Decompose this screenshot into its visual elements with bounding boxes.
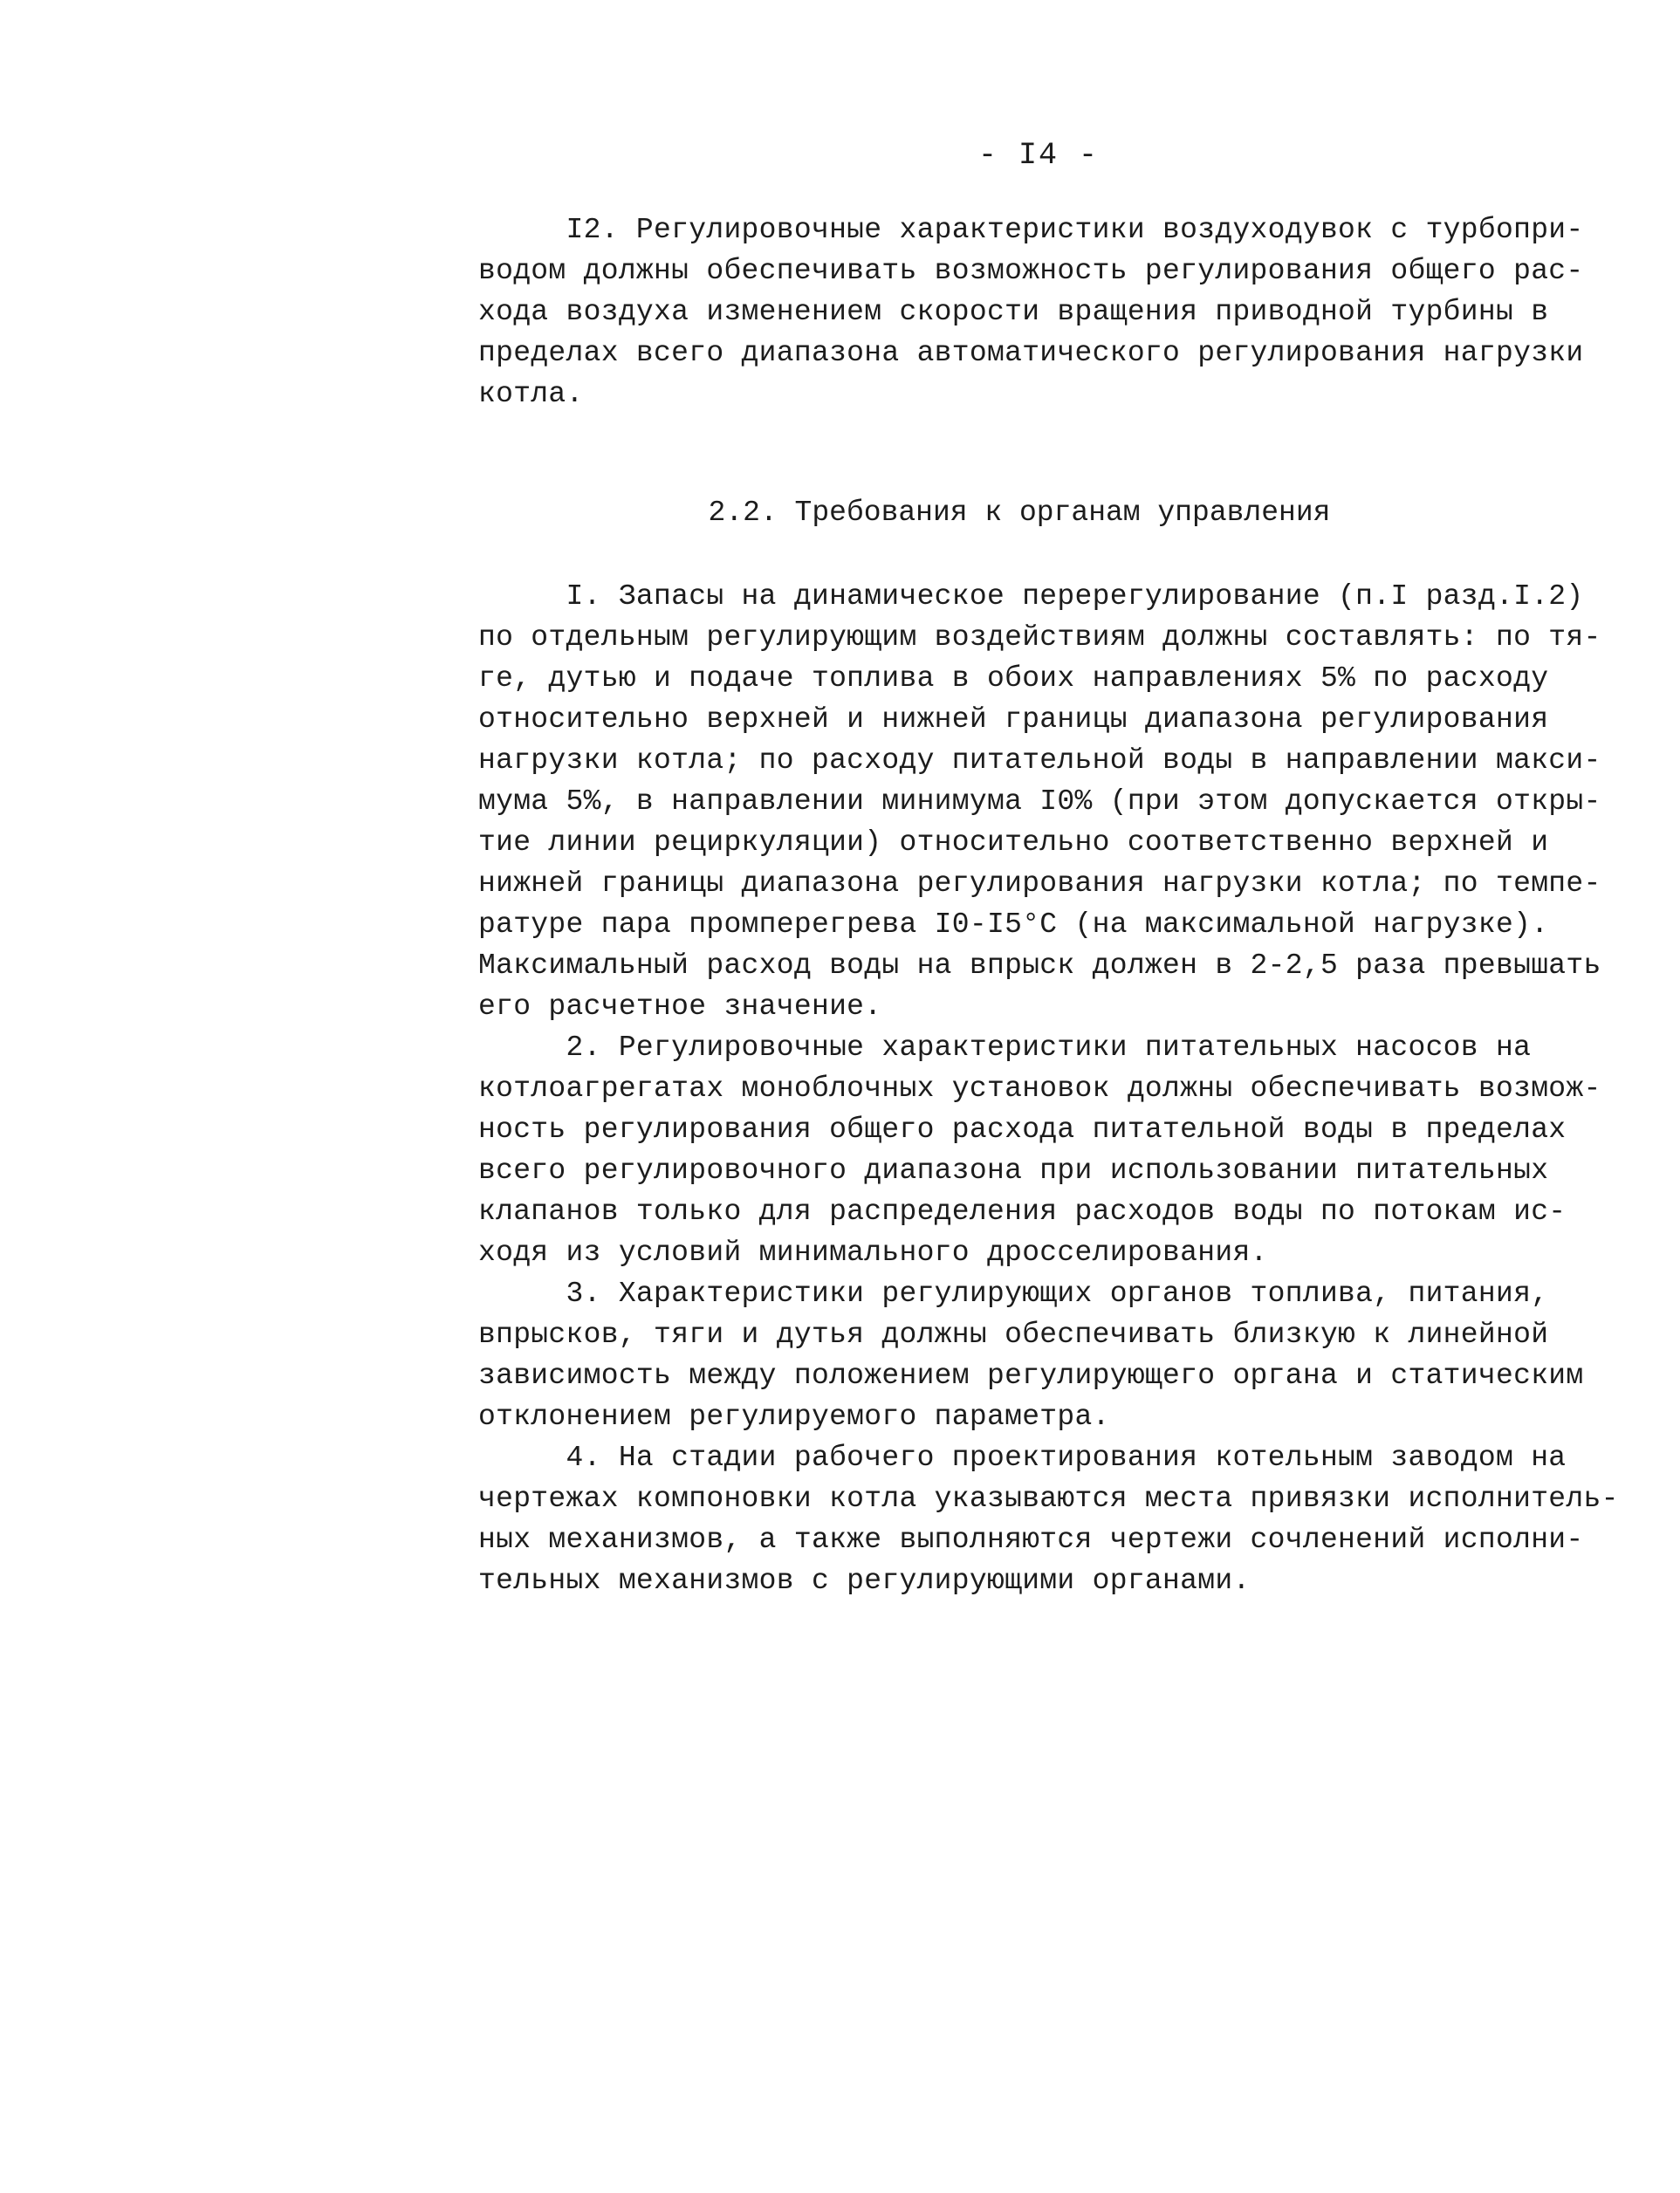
text-line: 3. Характеристики регулирующих органов топлива, питания, bbox=[478, 1278, 1549, 1310]
text-line: ных механизмов, а также выполняются чертежи сочленений исполни- bbox=[478, 1524, 1584, 1556]
text-line: I2. Регулировочные характеристики воздуходувок с турбопри- bbox=[478, 214, 1584, 246]
text-line: котла. bbox=[478, 378, 584, 410]
text-line: зависимость между положением регулирующего органа и статическим bbox=[478, 1360, 1584, 1392]
section-heading: 2.2. Требования к органам управления bbox=[708, 497, 1331, 529]
text-line: нагрузки котла; по расходу питательной воды в направлении макси- bbox=[478, 744, 1601, 777]
text-line: относительно верхней и нижней границы диапазона регулирования bbox=[478, 703, 1549, 736]
text-line: хода воздуха изменением скорости вращения приводной турбины в bbox=[478, 296, 1549, 328]
paragraph-12 bbox=[478, 209, 1584, 415]
text-line: тельных механизмов с регулирующими органами. bbox=[478, 1565, 1251, 1597]
text-line: нижней границы диапазона регулирования нагрузки котла; по темпе- bbox=[478, 867, 1601, 900]
text-line: мума 5%, в направлении минимума I0% (при этом допускается откры- bbox=[478, 785, 1601, 818]
text-line: всего регулировочного диапазона при использовании питательных bbox=[478, 1155, 1549, 1187]
text-line: чертежах компоновки котла указываются места привязки исполнитель- bbox=[478, 1483, 1619, 1515]
page-number: - I4 - bbox=[977, 138, 1100, 173]
text-line: котлоагрегатах моноблочных установок должны обеспечивать возмож- bbox=[478, 1073, 1601, 1105]
text-line: 4. На стадии рабочего проектирования котельным заводом на bbox=[478, 1442, 1567, 1474]
text-line: водом должны обеспечивать возможность регулирования общего рас- bbox=[478, 255, 1584, 287]
text-line: его расчетное значение. bbox=[478, 990, 882, 1023]
text-line: ходя из условий минимального дросселирования. bbox=[478, 1237, 1268, 1269]
text-line: 2. Регулировочные характеристики питательных насосов на bbox=[478, 1031, 1532, 1064]
text-line: клапанов только для распределения расходов воды по потокам ис- bbox=[478, 1196, 1567, 1228]
text-line: отклонением регулируемого параметра. bbox=[478, 1401, 1110, 1433]
text-line: Максимальный расход воды на впрыск должен в 2-2,5 раза превышать bbox=[478, 949, 1601, 982]
section-body bbox=[478, 576, 1619, 1601]
text-line: I. Запасы на динамическое перерегулирование (п.I разд.I.2) bbox=[478, 580, 1584, 613]
text-line: впрысков, тяги и дутья должны обеспечивать близкую к линейной bbox=[478, 1319, 1549, 1351]
text-line: тие линии рециркуляции) относительно соответственно верхней и bbox=[478, 826, 1549, 859]
text-line: ность регулирования общего расхода питательной воды в пределах bbox=[478, 1114, 1567, 1146]
text-line: пределах всего диапазона автоматического регулирования нагрузки bbox=[478, 337, 1584, 369]
text-line: по отдельным регулирующим воздействиям должны составлять: по тя- bbox=[478, 621, 1601, 654]
text-line: ге, дутью и подаче топлива в обоих направлениях 5% по расходу bbox=[478, 662, 1549, 695]
text-line: ратуре пара промперегрева I0-I5°С (на максимальной нагрузке). bbox=[478, 908, 1549, 941]
